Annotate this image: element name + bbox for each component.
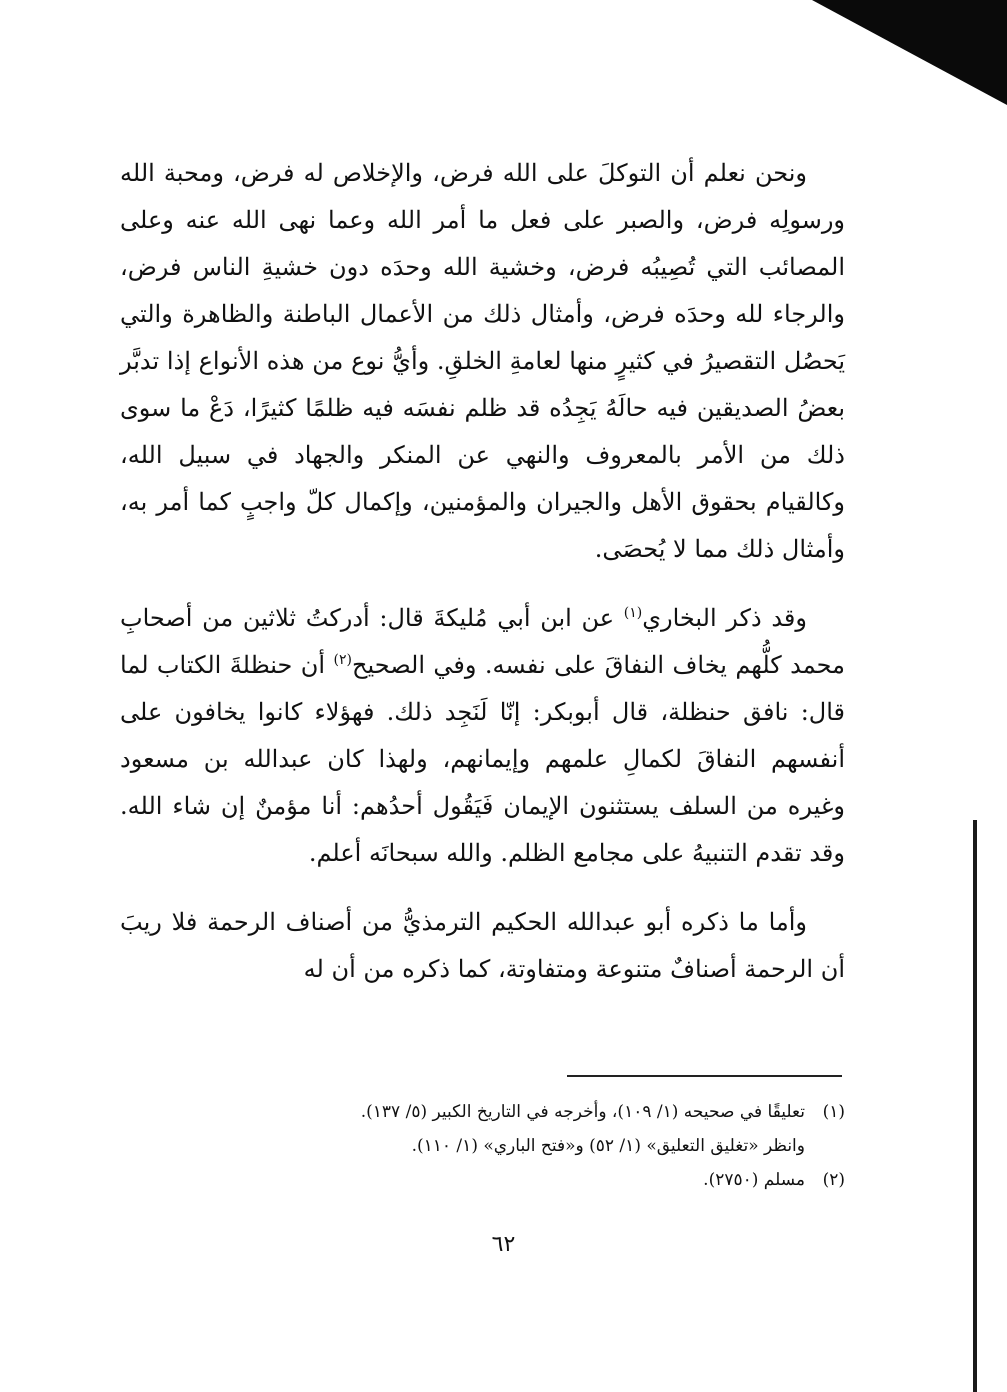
paragraph-3: وأما ما ذكره أبو عبدالله الحكيم الترمذيُّ من أصناف الرحمة فلا ريبَ أن الرحمة أصنافٌ متنوعة ومتفاوتة، كما ذكره من أن له bbox=[120, 908, 845, 983]
paragraph-2 bbox=[120, 595, 845, 877]
paragraph-2-part-1: وقد ذكر البخاري bbox=[642, 604, 807, 632]
paragraph-2-part-2: عن ابن أبي مُليكةَ قال: أدركتُ ثلاثين من أصحابِ محمد كلُّهم يخاف النفاقَ على نفسه. وفي الصحيح bbox=[120, 604, 845, 679]
footnote-2-line-1: مسلم (٢٧٥٠). bbox=[703, 1170, 805, 1190]
footnote-1 bbox=[200, 1095, 845, 1129]
footnote-ref-2[interactable]: (٢) bbox=[333, 652, 352, 668]
footnote-1-continuation: وانظر «تغليق التعليق» (١/ ٥٢) و«فتح الباري» (١/ ١١٠). bbox=[411, 1136, 805, 1156]
page-number: ٦٢ bbox=[491, 1232, 516, 1257]
paragraph-2-part-3: أن حنظلةَ الكتاب لما قال: نافق حنظلة، قال أبوبكر: إنّا لَنَجِد ذلك. فهؤلاء كانوا يخافون على أنفسهم النفاقَ لكمالِ علمهم وإيمانهم، ولهذا كان عبدالله بن مسعود وغيره من السلف يستثنون الإيمان فَيَقُول أحدُهم: أنا مؤمنٌ إن شاء الله. وقد تقدم التنبيهُ على مجامع الظلم. والله سبحانَه أعلم. bbox=[120, 651, 845, 867]
footnote-1-line-1: تعليقًا في صحيحه (١/ ١٠٩)، وأخرجه في التاريخ الكبير (٥/ ١٣٧). bbox=[360, 1102, 805, 1122]
footnote-ref-1[interactable]: (١) bbox=[623, 605, 643, 621]
footnote-separator bbox=[567, 1075, 842, 1077]
corner-triangle-mark bbox=[812, 0, 1007, 105]
page-body bbox=[120, 150, 845, 1015]
page-edge-line bbox=[973, 820, 977, 1392]
footnote-2 bbox=[200, 1163, 845, 1197]
footnotes bbox=[200, 1095, 845, 1197]
footnote-2-number: (٢) bbox=[822, 1170, 845, 1190]
footnote-1-number: (١) bbox=[822, 1102, 845, 1122]
paragraph-1: ونحن نعلم أن التوكلَ على الله فرض، والإخلاص له فرض، ومحبة الله ورسولِه فرض، والصبر على فعل ما أمر الله وعما نهى الله عنه وعلى المصائب التي تُصِيبُه فرض، وخشية الله وحدَه دون خشيةِ الناس فرض، والرجاء لله وحدَه فرض، وأمثال ذلك من الأعمال الباطنة والظاهرة والتي يَحصُل التقصيرُ في كثيرٍ منها لعامةِ الخلقِ. وأيُّ نوع من هذه الأنواع إذا تدبَّر بعضُ الصديقين فيه حالَهُ يَجِدُه قد ظلم نفسَه فيه ظلمًا كثيرًا، دَعْ ما سوى ذلك من الأمر بالمعروف والنهي عن المنكر والجهاد في سبيل الله، وكالقيام بحقوق الأهل والجيران والمؤمنين، وإكمال كلّ واجبٍ كما أمر به، وأمثال ذلك مما لا يُحصَى. bbox=[120, 159, 846, 563]
